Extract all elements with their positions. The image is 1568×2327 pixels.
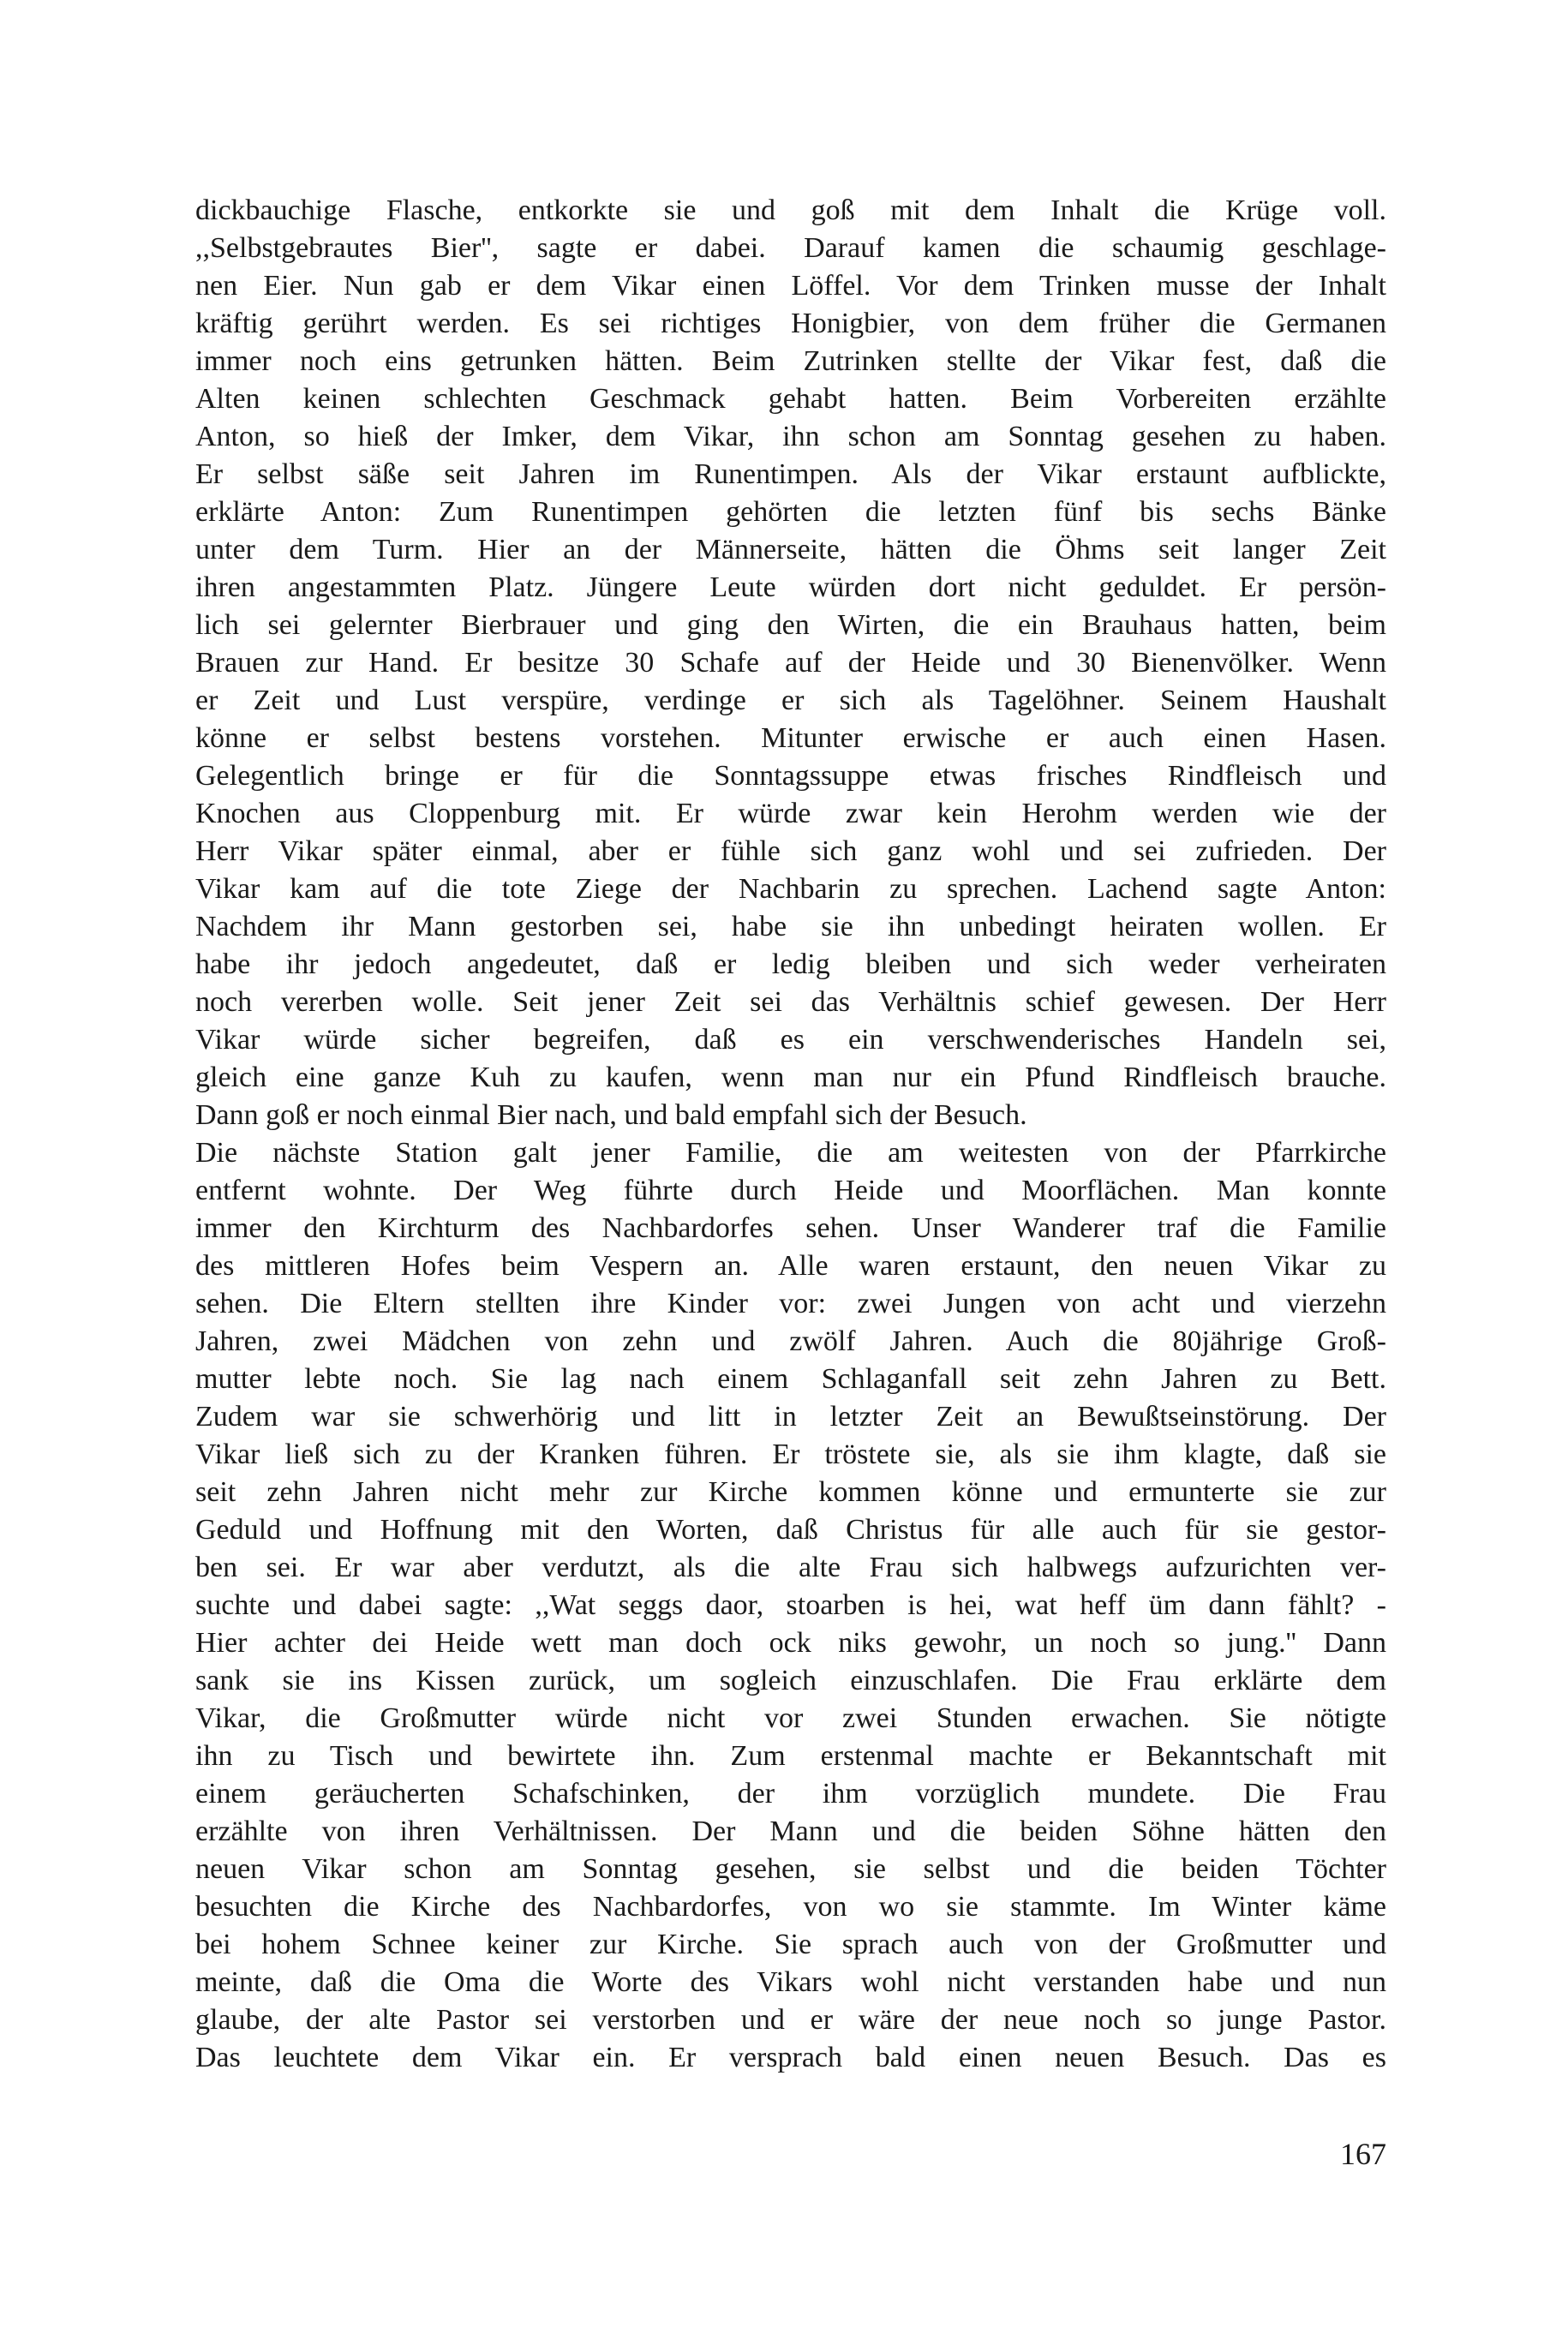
text-line: Nachdem ihr Mann gestorben sei, habe sie ihn unbedingt heiraten wollen. Er (195, 911, 1386, 942)
body-text (195, 192, 1386, 2077)
text-line: gleich eine ganze Kuh zu kaufen, wenn man nur ein Pfund Rindfleisch brauche. (195, 1062, 1386, 1093)
text-line: ihren angestammten Platz. Jüngere Leute würden dort nicht geduldet. Er persön- (195, 571, 1386, 603)
text-line: einem geräucherten Schafschinken, der ihm vorzüglich mundete. Die Frau (195, 1778, 1386, 1810)
text-line: habe ihr jedoch angedeutet, daß er ledig bleiben und sich weder verheiraten (195, 948, 1386, 980)
text-line: Das leuchtete dem Vikar ein. Er versprach bald einen neuen Besuch. Das es (195, 2042, 1386, 2073)
text-line: lich sei gelernter Bierbrauer und ging den Wirten, die ein Brauhaus hatten, beim (195, 609, 1386, 641)
text-line: Brauen zur Hand. Er besitze 30 Schafe auf der Heide und 30 Bienenvölker. Wenn (195, 647, 1386, 679)
text-line: Zudem war sie schwerhörig und litt in letzter Zeit an Bewußtseinstörung. Der (195, 1401, 1386, 1433)
text-line: bei hohem Schnee keiner zur Kirche. Sie sprach auch von der Großmutter und (195, 1929, 1386, 1960)
text-line: meinte, daß die Oma die Worte des Vikars wohl nicht verstanden habe und nun (195, 1966, 1386, 1998)
text-line: entfernt wohnte. Der Weg führte durch Heide und Moorflächen. Man konnte (195, 1175, 1386, 1206)
text-line: kräftig gerührt werden. Es sei richtiges Honigbier, von dem früher die Germanen (195, 308, 1386, 339)
text-line: Herr Vikar später einmal, aber er fühle sich ganz wohl und sei zufrieden. Der (195, 835, 1386, 867)
text-line: sank sie ins Kissen zurück, um sogleich einzuschlafen. Die Frau erklärte dem (195, 1665, 1386, 1696)
text-line: Hier achter dei Heide wett man doch ock niks gewohr, un noch so jung.'' Dann (195, 1627, 1386, 1659)
text-line: könne er selbst bestens vorstehen. Mitunter erwische er auch einen Hasen. (195, 722, 1386, 754)
text-line: sehen. Die Eltern stellten ihre Kinder vor: zwei Jungen von acht und vierzehn (195, 1288, 1386, 1319)
text-line: seit zehn Jahren nicht mehr zur Kirche kommen könne und ermunterte sie zur (195, 1476, 1386, 1508)
text-line: Knochen aus Cloppenburg mit. Er würde zwar kein Herohm werden wie der (195, 798, 1386, 829)
text-line: Vikar würde sicher begreifen, daß es ein verschwenderisches Handeln sei, (195, 1024, 1386, 1056)
text-line: Geduld und Hoffnung mit den Worten, daß Christus für alle auch für sie gestor- (195, 1514, 1386, 1546)
text-line: Vikar kam auf die tote Ziege der Nachbarin zu sprechen. Lachend sagte Anton: (195, 873, 1386, 905)
text-line: erzählte von ihren Verhältnissen. Der Mann und die beiden Söhne hätten den (195, 1816, 1386, 1847)
text-line: Gelegentlich bringe er für die Sonntagssuppe etwas frisches Rindfleisch und (195, 760, 1386, 792)
text-line: immer den Kirchturm des Nachbardorfes sehen. Unser Wanderer traf die Familie (195, 1212, 1386, 1244)
text-line: neuen Vikar schon am Sonntag gesehen, sie selbst und die beiden Töchter (195, 1853, 1386, 1885)
text-line: unter dem Turm. Hier an der Männerseite, hätten die Öhms seit langer Zeit (195, 534, 1386, 565)
text-line: besuchten die Kirche des Nachbardorfes, von wo sie stammte. Im Winter käme (195, 1891, 1386, 1923)
text-line: Er selbst säße seit Jahren im Runentimpen. Als der Vikar erstaunt aufblickte, (195, 458, 1386, 490)
text-line: Alten keinen schlechten Geschmack gehabt hatten. Beim Vorbereiten erzählte (195, 383, 1386, 415)
text-line: suchte und dabei sagte: ,,Wat seggs daor, stoarben is hei, wat heff üm dann fählt? - (195, 1589, 1386, 1621)
text-line: Vikar ließ sich zu der Kranken führen. Er tröstete sie, als sie ihm klagte, daß sie (195, 1439, 1386, 1470)
text-line: Jahren, zwei Mädchen von zehn und zwölf Jahren. Auch die 80jährige Groß- (195, 1325, 1386, 1357)
text-line: ,,Selbstgebrautes Bier'', sagte er dabei. Darauf kamen die schaumig geschlage- (195, 232, 1386, 264)
text-line: Vikar, die Großmutter würde nicht vor zwei Stunden erwachen. Sie nötigte (195, 1702, 1386, 1734)
text-line: Dann goß er noch einmal Bier nach, und bald empfahl sich der Besuch. (195, 1099, 1027, 1131)
text-line: des mittleren Hofes beim Vespern an. Alle waren erstaunt, den neuen Vikar zu (195, 1250, 1386, 1282)
text-line: nen Eier. Nun gab er dem Vikar einen Löffel. Vor dem Trinken musse der Inhalt (195, 270, 1386, 302)
text-line: noch vererben wolle. Seit jener Zeit sei das Verhältnis schief gewesen. Der Herr (195, 986, 1386, 1018)
text-line: erklärte Anton: Zum Runentimpen gehörten die letzten fünf bis sechs Bänke (195, 496, 1386, 528)
text-line: ihn zu Tisch und bewirtete ihn. Zum erstenmal machte er Bekanntschaft mit (195, 1740, 1386, 1772)
text-line: Die nächste Station galt jener Familie, die am weitesten von der Pfarrkirche (195, 1137, 1386, 1169)
text-line: immer noch eins getrunken hätten. Beim Zutrinken stellte der Vikar fest, daß die (195, 345, 1386, 377)
text-line: glaube, der alte Pastor sei verstorben und er wäre der neue noch so junge Pastor. (195, 2004, 1386, 2036)
text-line: mutter lebte noch. Sie lag nach einem Schlaganfall seit zehn Jahren zu Bett. (195, 1363, 1386, 1395)
text-line: ben sei. Er war aber verdutzt, als die alte Frau sich halbwegs aufzurichten ver- (195, 1552, 1386, 1583)
page-number: 167 (1340, 2137, 1386, 2171)
text-line: Anton, so hieß der Imker, dem Vikar, ihn schon am Sonntag gesehen zu haben. (195, 421, 1386, 452)
text-line: er Zeit und Lust verspüre, verdinge er sich als Tagelöhner. Seinem Haushalt (195, 685, 1386, 716)
text-line: dickbauchige Flasche, entkorkte sie und goß mit dem Inhalt die Krüge voll. (195, 194, 1386, 226)
